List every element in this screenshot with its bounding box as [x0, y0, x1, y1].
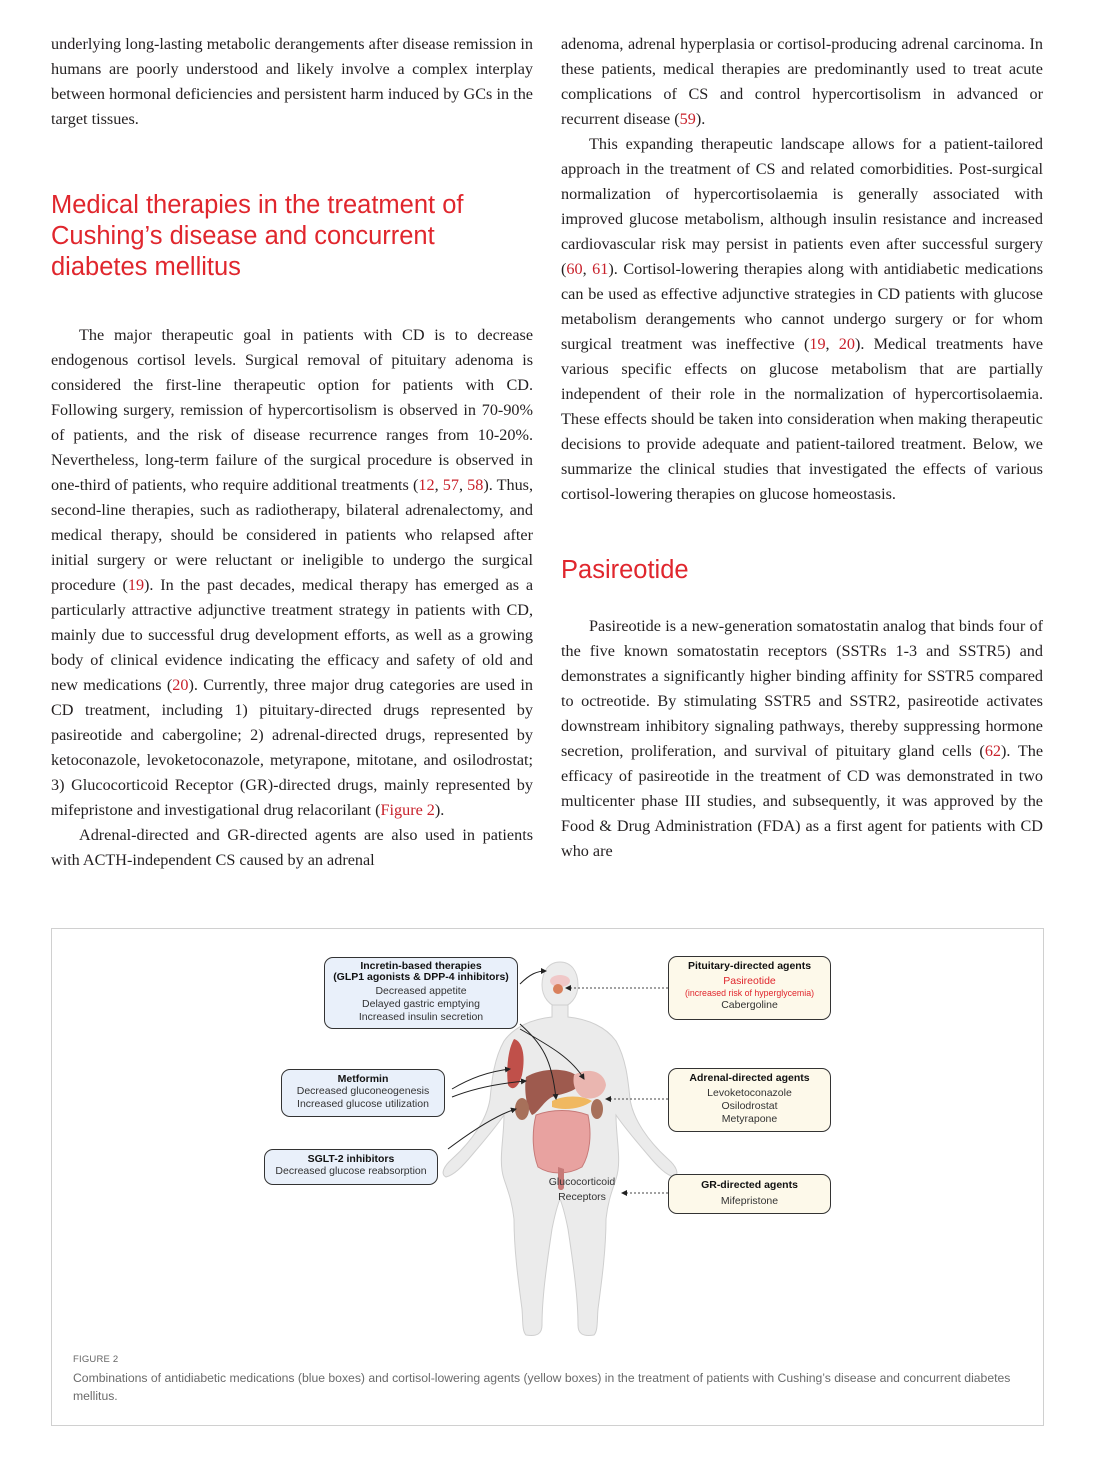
figure-2: [51, 928, 1044, 1426]
citation-link[interactable]: 60: [566, 260, 583, 278]
box-title: Pituitary-directed agents: [687, 960, 812, 972]
intro-paragraph: underlying long-lasting metabolic derangements after disease remission in humans are poorly understood and likely involve a complex interplay between hormonal deficiencies and persistent harm induced by GCs in the target tissues.: [51, 35, 533, 128]
paragraph-adrenal-directed: Adrenal-directed and GR-directed agents are also used in patients with ACTH-independent CS caused by an adrenal: [51, 826, 533, 869]
adrenal-directed-agents-box: [668, 1068, 831, 1132]
effect-item: Increased insulin secretion: [358, 1011, 484, 1023]
paragraph-pasireotide: [561, 614, 1043, 864]
text-run: ,: [825, 335, 839, 353]
figure-illustration: [52, 929, 1043, 1349]
text-run: Pasireotide is a new-generation somatostatin analog that binds four of the five known somatostatin receptors (SSTRs 1-3 and SSTR5) and demonstrates a significantly higher binding affinity for SSTR5 compared to octreotide. By stimulating SSTR5 and SSTR2, pasireotide activates downstream inhibitory signaling pathways, thereby suppressing hormone secretion, proliferation, and survival of pituitary gland cells (: [561, 617, 1043, 760]
box-title: GR-directed agents: [701, 1179, 798, 1191]
text-run: ). In the past decades, medical therapy has emerged as a particularly attractive adjunctive treatment strategy in patients with CD, mainly due to successful drug development efforts, as well as a growing body of clinical evidence indicating the efficacy and safety of old and new medications (: [51, 576, 534, 694]
effect-item: Decreased glucose reabsorption: [275, 1165, 427, 1177]
text-run: The major therapeutic goal in patients with CD is to decrease endogenous cortisol levels. Surgical removal of pituitary adenoma is considered the first-line therapeutic option for patients with CD. Following surgery, remission of hypercortisolism is observed in 70-90% of patients, and the risk of disease recurrence ranges from 10-20%. Nevertheless, long-term failure of the surgical procedure is observed in one-third of patients, who require additional treatments (: [51, 326, 533, 494]
text-run: ).: [434, 801, 445, 819]
text-run: ). Thus, second-line therapies, such as radiotherapy, bilateral adrenalectomy, and medical therapy, should be considered in patients who relapsed after initial surgery or were reluctant or ineligible to undergo the surgical procedure (: [51, 476, 534, 594]
drug-note: (increased risk of hyperglycemia): [684, 988, 815, 998]
citation-link[interactable]: 58: [467, 476, 484, 494]
intestine-organ: [533, 1111, 590, 1174]
text-run: ). Medical treatments have various specific effects on glucose metabolism that are partially independent of their role in the normalization of hypercortisolaemia. These effects should be taken into consideration when making therapeutic decisions to provide adequate and patient-tailored treatment. Below, we summarize the clinical studies that investigated the effects of various cortisol-lowering therapies on glucose homeostasis.: [561, 335, 1044, 503]
pituitary-directed-agents-box: [668, 956, 831, 1020]
effect-item: Delayed gastric emptying: [362, 998, 480, 1010]
text-run: ). Cortisol-lowering therapies along with antidiabetic medications can be used as effective adjunctive strategies in CD patients with glucose metabolism derangements who cannot undergo surgery or for whom surgical treatment was ineffective (: [561, 260, 1044, 353]
text-run: This expanding therapeutic landscape allows for a patient-tailored approach in the treatment of CS and related comorbidities. Post-surgical normalization of hypercortisolaemia is generally associated with improved glucose metabolism, although insulin resistance and increased cardiovascular risk may persist in patients even after successful surgery (: [561, 135, 1043, 278]
box-title: Metformin: [337, 1073, 389, 1085]
incretin-therapies-box: [324, 957, 518, 1029]
citation-link[interactable]: 57: [442, 476, 459, 494]
citation-link[interactable]: 59: [679, 110, 696, 128]
right-kidney-organ: [591, 1099, 603, 1119]
paragraph-therapeutic-goal: [51, 323, 533, 823]
text-run: ,: [434, 476, 443, 494]
label-line: Glucocorticoid: [548, 1176, 616, 1188]
drug-item: Mifepristone: [720, 1195, 779, 1207]
figure-label: FIGURE 2: [73, 1354, 119, 1365]
left-column: [51, 32, 533, 873]
drug-item: Metyrapone: [721, 1113, 778, 1125]
drug-item: Osilodrostat: [721, 1100, 778, 1112]
box-title: Incretin-based therapies: [360, 960, 482, 972]
section-heading-pasireotide: Pasireotide: [561, 556, 689, 584]
citation-link[interactable]: 61: [592, 260, 609, 278]
figure-caption-text: Combinations of antidiabetic medications (blue boxes) and cortisol-lowering agents (yellow boxes) in the treatment of patients with Cushing’s disease and concurrent diabetes mellitus.: [73, 1371, 1011, 1403]
citation-link[interactable]: 20: [172, 676, 189, 694]
sglt2-inhibitors-box: [264, 1149, 438, 1185]
pituitary-gland-organ: [553, 984, 563, 994]
drug-item: Levoketoconazole: [707, 1087, 792, 1099]
right-column: [561, 32, 1043, 864]
citation-link[interactable]: 20: [838, 335, 855, 353]
citation-link[interactable]: 12: [418, 476, 435, 494]
label-line: Receptors: [558, 1191, 606, 1203]
paragraph-therapeutic-landscape: [561, 132, 1043, 507]
text-run: ,: [458, 476, 468, 494]
effect-item: Decreased gluconeogenesis: [296, 1085, 430, 1097]
drug-item: Cabergoline: [721, 999, 778, 1011]
gr-directed-agents-box: [668, 1174, 831, 1214]
box-subtitle: (GLP1 agonists & DPP-4 inhibitors): [333, 971, 509, 983]
body-diagram: [52, 929, 1043, 1349]
metformin-box: [281, 1069, 445, 1117]
citation-link[interactable]: 19: [809, 335, 826, 353]
left-kidney-organ: [515, 1098, 529, 1120]
effect-item: Increased glucose utilization: [297, 1098, 429, 1110]
text-run: ,: [582, 260, 593, 278]
text-run: ). Currently, three major drug categories are used in CD treatment, including 1) pituitary-directed drugs represented by pasireotide and cabergoline; 2) adrenal-directed drugs, represented by ketoconazole, levoketoconazole, metyrapone, mitotane, and osilodrostat; 3) Glucocorticoid Receptor (GR)-directed drugs, mainly represented by mifepristone and investigational drug relacorilant (: [51, 676, 533, 819]
glucocorticoid-receptors-label: [536, 1175, 628, 1205]
section-heading-medical-therapies: Medical therapies in the treatment of Cushing’s disease and concurrent diabetes mellitus: [51, 191, 464, 281]
figure-caption: [73, 1353, 1013, 1405]
text-run: ). The efficacy of pasireotide in the treatment of CD was demonstrated in two multicenter phase III studies, and subsequently, it was approved by the Food & Drug Administration (FDA) as a first agent for patients with CD who are: [561, 742, 1043, 860]
citation-link[interactable]: 62: [984, 742, 1001, 760]
text-run: adenoma, adrenal hyperplasia or cortisol-producing adrenal carcinoma. In these patients, medical therapies are predominantly used to treat acute complications of CS and control hypercortisolism in advanced or recurrent disease (: [561, 35, 1043, 128]
figure-link[interactable]: Figure 2: [380, 801, 435, 819]
paragraph-adenoma: [561, 32, 1043, 132]
box-title: Adrenal-directed agents: [689, 1072, 810, 1084]
citation-link[interactable]: 19: [127, 576, 145, 594]
box-title: SGLT-2 inhibitors: [307, 1153, 395, 1165]
text-run: ).: [695, 110, 706, 128]
drug-pasireotide: Pasireotide: [723, 975, 776, 987]
effect-item: Decreased appetite: [375, 985, 467, 997]
